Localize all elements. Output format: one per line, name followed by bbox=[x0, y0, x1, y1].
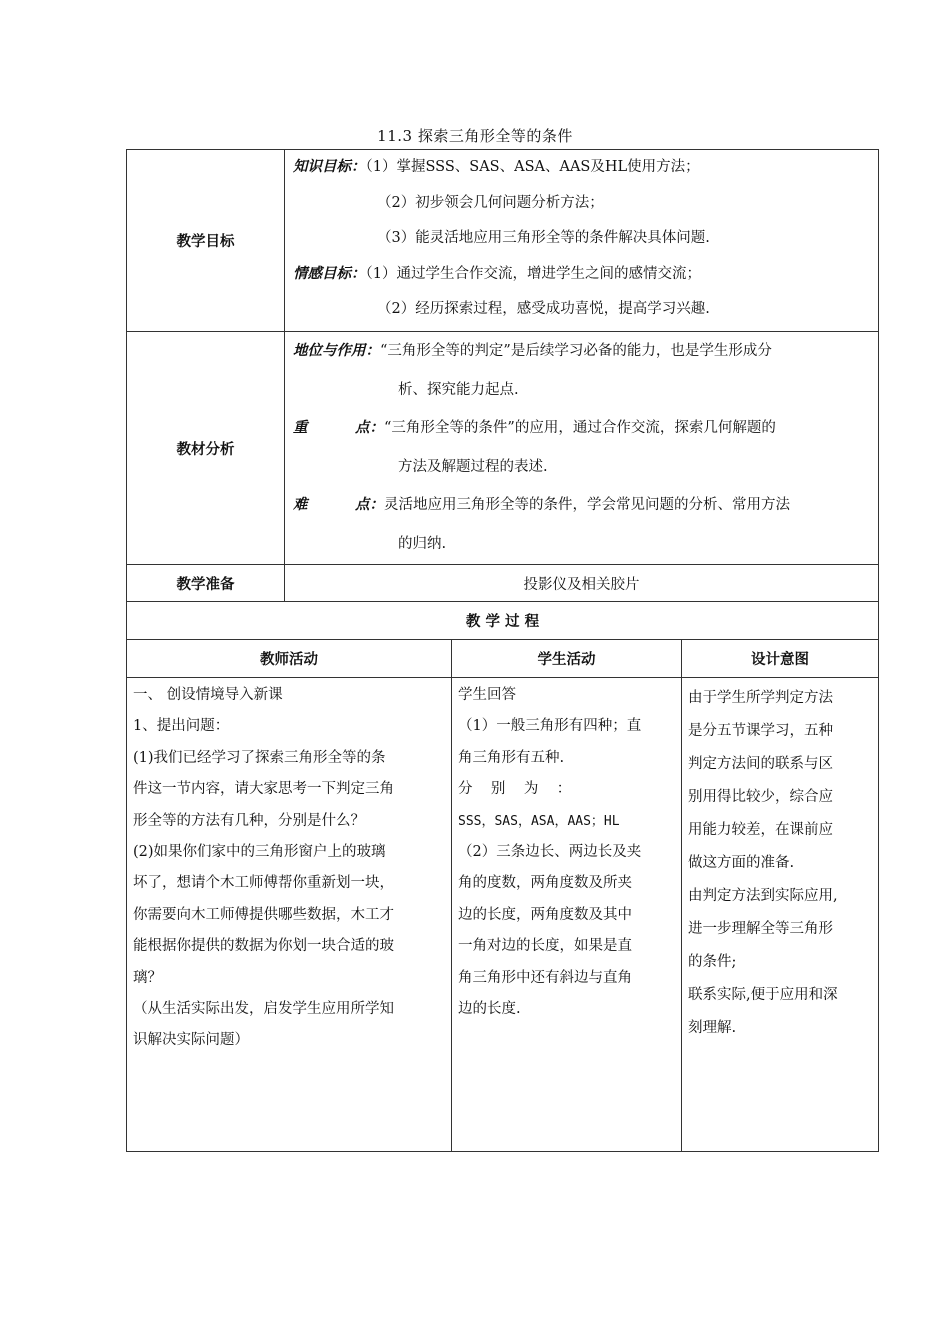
student-line: （2）三条边长、两边长及夹 bbox=[458, 843, 642, 860]
teacher-line: 形全等的方法有几种，分别是什么？ bbox=[133, 812, 365, 829]
objectives-content bbox=[285, 150, 879, 332]
teacher-line: 能根据你提供的数据为你划一块合适的玻 bbox=[133, 938, 394, 955]
teacher-line: （从生活实际出发，启发学生应用所学知 bbox=[133, 1000, 394, 1017]
teacher-line: (1)我们已经学习了探索三角形全等的条 bbox=[133, 749, 386, 766]
student-line: 角三角形有五种. bbox=[458, 749, 565, 766]
intent-line: 由于学生所学判定方法 bbox=[688, 690, 833, 706]
intent-line: 别用得比较少，综合应 bbox=[688, 789, 833, 805]
col-intent-header: 设计意图 bbox=[682, 640, 879, 678]
col-teacher-header: 教师活动 bbox=[127, 640, 452, 678]
key-heading-b: 点： bbox=[355, 420, 384, 436]
student-activity bbox=[452, 678, 682, 1152]
teacher-line: 件这一节内容，请大家思考一下判定三角 bbox=[133, 781, 394, 798]
student-line: 一角对边的长度，如果是直 bbox=[458, 938, 632, 955]
intent-line: 是分五节课学习，五种 bbox=[688, 723, 833, 739]
objectives-row bbox=[127, 150, 879, 332]
teacher-line: 一、 创设情境导入新课 bbox=[133, 687, 283, 703]
key-text-2: 方法及解题过程的表述. bbox=[398, 458, 548, 475]
teacher-line: (2)如果你们家中的三角形窗户上的玻璃 bbox=[133, 843, 386, 860]
student-line: 角三角形中还有斜边与直角 bbox=[458, 969, 632, 986]
difficulty-text-2: 的归纳. bbox=[398, 535, 447, 552]
prep-label: 教学准备 bbox=[127, 565, 285, 602]
intent-line: 刻理解. bbox=[688, 1020, 737, 1036]
knowledge-item-1: （1）掌握SSS、SAS、ASA、AAS及HL使用方法； bbox=[365, 159, 700, 175]
intent-line: 判定方法间的联系与区 bbox=[688, 756, 833, 772]
student-line: 边的长度. bbox=[458, 1000, 521, 1017]
key-text-1: “三角形全等的条件”的应用，通过合作交流，探索几何解题的 bbox=[384, 420, 776, 436]
student-line: 角的度数，两角度数及所夹 bbox=[458, 875, 632, 892]
prep-value: 投影仪及相关胶片 bbox=[285, 565, 879, 602]
intent-line: 的条件; bbox=[688, 954, 737, 970]
process-title: 教 学 过 程 bbox=[127, 602, 879, 640]
objectives-label: 教学目标 bbox=[127, 150, 285, 332]
analysis-content bbox=[285, 332, 879, 565]
difficulty-text-1: 灵活地应用三角形全等的条件，学会常见问题的分析、常用方法 bbox=[384, 497, 790, 513]
student-line: （1）一般三角形有四种；直 bbox=[458, 718, 642, 735]
teacher-activity bbox=[127, 678, 452, 1152]
knowledge-item-2: （2）初步领会几何问题分析方法； bbox=[377, 194, 604, 211]
student-line: 学生回答 bbox=[458, 687, 516, 703]
process-title-row bbox=[127, 602, 879, 640]
emotion-item-2: （2）经历探索过程，感受成功喜悦，提高学习兴趣. bbox=[377, 301, 710, 317]
teacher-line: 1、提出问题： bbox=[133, 718, 230, 735]
process-body-row bbox=[127, 678, 879, 1152]
analysis-row bbox=[127, 332, 879, 565]
difficulty-heading-b: 点： bbox=[355, 497, 384, 513]
document-title: 11.3 探索三角形全等的条件 bbox=[377, 127, 573, 145]
role-text-2: 析、探究能力起点. bbox=[398, 381, 519, 398]
intent-line: 联系实际,便于应用和深 bbox=[688, 987, 838, 1003]
teacher-line: 璃？ bbox=[133, 969, 162, 986]
role-text-1: “三角形全等的判定”是后续学习必备的能力，也是学生形成分 bbox=[380, 343, 772, 359]
emotion-item-1: （1）通过学生合作交流，增进学生之间的感情交流； bbox=[365, 265, 701, 282]
teacher-line: 坏了，想请个木工师傅帮你重新划一块， bbox=[133, 875, 394, 892]
teacher-line: 你需要向木工师傅提供哪些数据，木工才 bbox=[133, 906, 394, 923]
intent-line: 由判定方法到实际应用, bbox=[688, 888, 838, 904]
col-student-header: 学生活动 bbox=[452, 640, 682, 678]
student-line: 边的长度，两角度数及其中 bbox=[458, 906, 632, 923]
difficulty-heading-a: 难 bbox=[293, 497, 308, 513]
intent-line: 做这方面的准备. bbox=[688, 855, 795, 871]
emotion-heading: 情感目标： bbox=[293, 265, 366, 282]
prep-row bbox=[127, 565, 879, 602]
teacher-line: 识解决实际问题） bbox=[133, 1032, 249, 1049]
analysis-label: 教材分析 bbox=[127, 332, 285, 565]
role-heading: 地位与作用： bbox=[293, 343, 380, 359]
knowledge-item-3: （3）能灵活地应用三角形全等的条件解决具体问题. bbox=[377, 230, 710, 246]
process-header-row bbox=[127, 640, 879, 678]
intent-line: 用能力较差，在课前应 bbox=[688, 822, 833, 838]
student-line: 分 别 为 ： bbox=[458, 781, 572, 798]
intent-line: 进一步理解全等三角形 bbox=[688, 921, 833, 937]
knowledge-heading: 知识目标： bbox=[293, 159, 366, 175]
lesson-plan-table bbox=[126, 149, 879, 1152]
key-heading-a: 重 bbox=[293, 420, 308, 436]
student-line: SSS，SAS，ASA，AAS；HL bbox=[458, 813, 620, 829]
design-intent bbox=[682, 678, 879, 1152]
